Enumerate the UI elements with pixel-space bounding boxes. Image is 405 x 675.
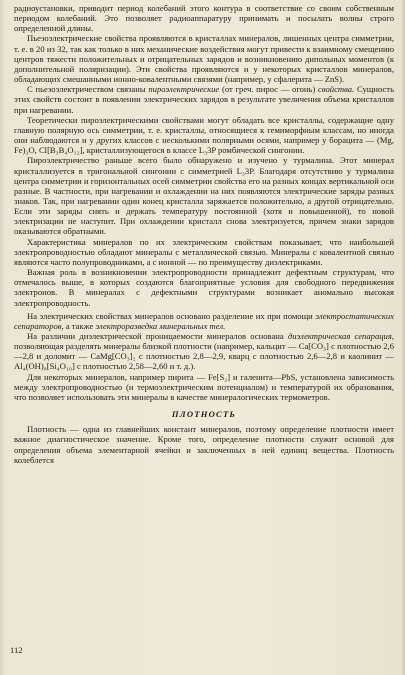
paragraph-p9 [14,331,394,372]
text-run: Пироэлектричество раньше всего было обнаружено и изучено у турмалина. Этот минерал кристаллизуется в тригональной сингонии с симметрией L₃3P. Благодаря отсутствию у турмалина центра симметрии и горизонтальных осей симметрии свойства его на разных концах вертикальной оси разные. В частности, при нагревании и охлаждении на них появляются электрические заряды разных знаков. Так, при нагревании один конец кристалла заряжается положительно, а другой отрицательно. Если эти заряды снять и держать температуру постоянной (хотя и повышенной), то новой электризации не наступит. При охлаждении кристалл снова электризуется, причем знаки зарядов оказываются обратными. [14,155,394,237]
section-heading-density: ПЛОТНОСТЬ [171,409,237,420]
paragraph-p8 [14,311,394,331]
paragraph-p4 [14,115,394,156]
text-run: радиоустановки, приводит период колебаний этого контура в соответствие со своим собственным периодом колебаний. Это позволяет радиоаппаратуру принимать и посылать волны строго определенной длины. [14,3,394,34]
text-run: Сущность этих свойств состоит в появлении электрических зарядов в результате увеличения объема кристаллов при нагревании. [14,84,394,115]
text-run: а также [63,320,96,331]
paragraph-p7 [14,267,394,308]
text-run: На электрических свойствах минералов основано разделение их при помощи [27,310,316,321]
italic-term: пироэлектрические [148,84,220,95]
paragraph-p3 [14,84,394,114]
page-number: 112 [10,644,23,655]
paragraph-p10 [14,372,394,402]
text-run: Характеристика минералов по их электрическим свойствам показывает, что наибольшей электропроводностью обладают минералы с металлической связью. Минералы с ковалентной связью являются часто полупроводниками, а с ионной — по преимуществу диэлектриками. [14,236,394,267]
text-run: Теоретически пироэлектрическими свойствами могут обладать все кристаллы, содержащие одну главную полярную ось симметрии, т. е. кристаллы, относящиеся к гемиморфным классам, но иногда они наблюдаются и у других классов с несколькими полярными осями, например у борацита — (Mg, Fe)₃O, Cl[B₃B₄O₁₂], кристаллизующегося в классе L₃3P ромбической сингонии. [14,114,394,156]
italic-term: электроразведка минеральных тел. [95,320,226,331]
paragraph-p5 [14,155,394,236]
page-spine-shadow [401,0,405,675]
text-run: Плотность — одна из главнейших констант минералов, поэтому определение плотности имеет важное диагностическое значение. Кроме того, определение плотности служит основой для определения объема элементарной ячейки и заключенных в ней единиц вещества. Плотность колеблется [14,424,394,465]
paragraph-p6 [14,237,394,267]
paragraph-p11 [14,424,394,465]
text-run: Пьезоэлектрические свойства проявляются в кристаллах минералов, лишенных центра симметрии, т. е. в 20 из 32, так как только в них механические воздействия могут привести к взаимному смещению центров тяжести положительных и отрицательных зарядов и возникновению дипольных моментов (к дополнительной поляризации). Эти свойства проявляются и у некоторых кристаллов минералов, обладающих смешанными ионно-ковалентными связями (например, у сфалерита — ZnS). [14,33,394,85]
body-text-after [14,424,394,465]
italic-term: диэлектрическая сепарация, [287,331,394,341]
text-run: Для некоторых минералов, например пирита — Fe[S₂] и галенита—PbS, установлена зависимость между электропроводностью (и термоэлектрическим потенциалом) и температурой их образования, что позволяет использовать эти минералы в качестве минералогических термометров. [14,371,394,402]
italic-term: электростатических сепараторов, [14,310,394,331]
text-run: (от греч. пирос — огонь) [219,84,319,95]
text-run: С пьезоэлектричеством связаны [27,84,149,95]
text-run: позволяющая разделять минералы близкой плотности (например, кальцит — Ca[CO₃] с плотностью 2,6—2,8 и доломит — CaMg[CO₃]₂ с плотностью 2,8—2,9, кварц с плотностью 2,6—2,8 и каолинит — Al₄(OH)₈[Si₄O₁₀] с плотностью 2,58—2,60 и т. д.). [14,341,394,372]
body-text-before [14,3,394,402]
paragraph-p1 [14,3,394,33]
italic-term: свойства. [318,84,355,95]
text-run: На различии диэлектрической проницаемости минералов основана [27,331,288,341]
paragraph-p2 [14,33,394,84]
text-run: Важная роль в возникновении электропроводности принадлежит дефектным структурам, что отмечалось выше, в которых создаются благоприятные условия для свободного передвижения электронов. В минералах с дефектными структурами возникает аномально высокая электропроводность. [14,267,394,308]
